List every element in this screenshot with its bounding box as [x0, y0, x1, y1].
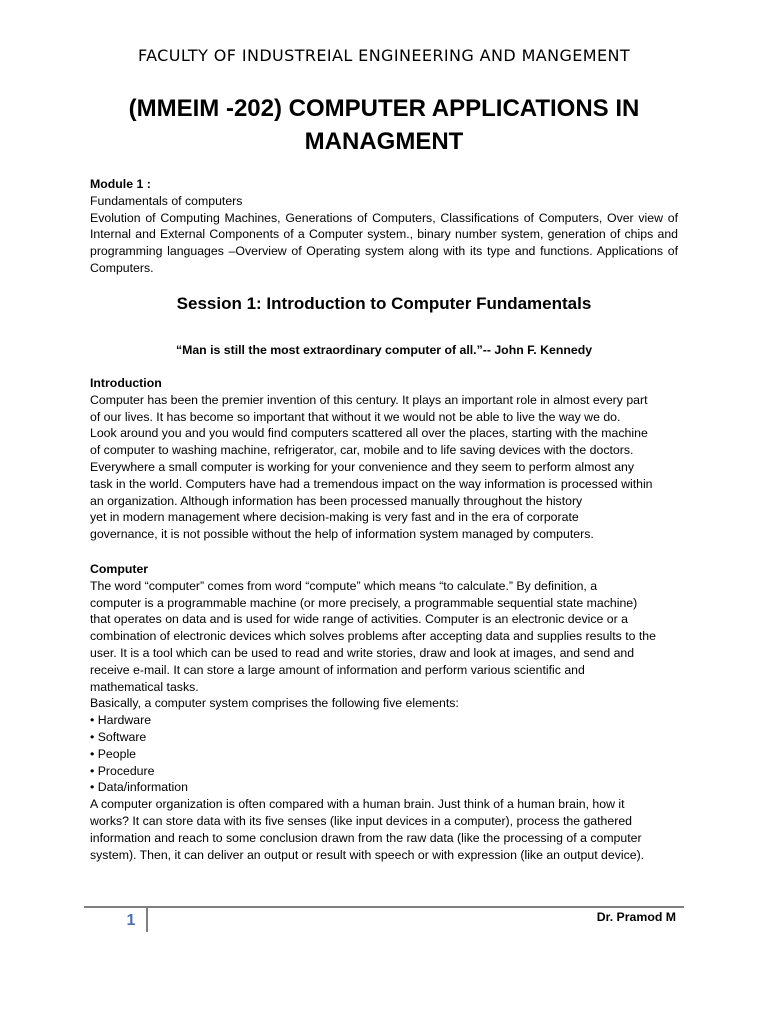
computer-section — [90, 561, 678, 863]
computer-line: Basically, a computer system comprises the following five elements: — [90, 696, 459, 711]
faculty-header: FACULTY OF INDUSTREIAL ENGINEERING AND MANGEMENT — [137, 46, 631, 65]
introduction-line: Look around you and you would find computers scattered all over the places, starting with the machine — [90, 426, 648, 441]
module-syllabus: Evolution of Computing Machines, Generations of Computers, Classifications of Computers, Over view of Internal and External Components of a Computer system., binary number system, generation of chips and programming languages –Overview of Operating system along with its type and functions. Applications of Computers. — [90, 210, 678, 275]
computer-closing — [90, 796, 678, 863]
list-item: • Hardware — [90, 713, 152, 728]
introduction-line: of our lives. It has become so important that without it we would not be able to live the way we do. — [90, 409, 621, 424]
introduction-line: governance, it is not possible without the help of information system managed by computers. — [90, 527, 594, 542]
closing-line: information and reach to some conclusion drawn from the raw data (like the processing of a computer — [90, 830, 642, 845]
closing-line: system). Then, it can deliver an output or result with speech or with expression (like an output device). — [90, 847, 645, 862]
list-item: • Procedure — [90, 763, 155, 778]
kennedy-quote: “Man is still the most extraordinary computer of all.”-- John F. Kennedy — [175, 343, 593, 357]
computer-line: receive e-mail. It can store a large amount of information and perform various scientific and — [90, 662, 585, 677]
computer-line: The word “computer” comes from word “compute” which means “to calculate.” By definition, a — [90, 578, 598, 593]
introduction-line: Everywhere a small computer is working for your convenience and they seem to perform almost any — [90, 459, 635, 474]
introduction-heading: Introduction — [90, 376, 162, 390]
module-subtitle: Fundamentals of computers — [90, 193, 243, 208]
footer-divider — [84, 906, 684, 908]
session-title: Session 1: Introduction to Computer Fundamentals — [176, 294, 592, 313]
computer-line: mathematical tasks. — [90, 679, 199, 694]
list-item: • Data/information — [90, 780, 188, 795]
closing-line: A computer organization is often compared with a human brain. Just think of a human brain, how it — [90, 797, 625, 812]
module-section — [90, 176, 678, 277]
computer-body — [90, 578, 678, 712]
page-number: 1 — [126, 912, 136, 929]
introduction-section — [90, 375, 678, 543]
introduction-line: of computer to washing machine, refrigerator, car, mobile and to life saving devices with the doctors. — [90, 443, 634, 458]
course-title-line-1: (MMEIM -202) COMPUTER APPLICATIONS IN — [128, 95, 640, 122]
introduction-line: Computer has been the premier invention of this century. It plays an important role in almost every part — [90, 392, 648, 407]
list-item: • Software — [90, 729, 147, 744]
introduction-line: an organization. Although information has been processed manually throughout the history — [90, 493, 583, 508]
computer-line: user. It is a tool which can be used to read and write stories, draw and look at images, and send and — [90, 645, 635, 660]
introduction-line: yet in modern management where decision-making is very fast and in the era of corporate — [90, 510, 579, 525]
closing-line: works? It can store data with its five senses (like input devices in a computer), process the gathered — [90, 813, 633, 828]
course-title — [60, 92, 708, 158]
course-title-line-2: MANAGMENT — [304, 128, 464, 155]
list-item: • People — [90, 746, 137, 761]
computer-elements-list — [90, 712, 678, 796]
introduction-line: task in the world. Computers have had a tremendous impact on the way information is processed within — [90, 476, 653, 491]
computer-line: computer is a programmable machine (or more precisely, a programmable sequential state machine) — [90, 595, 638, 610]
footer-page-separator — [146, 908, 148, 932]
computer-heading: Computer — [90, 562, 149, 576]
introduction-body — [90, 392, 678, 543]
computer-line: that operates on data and is used for wide range of activities. Computer is an electronic device or a — [90, 612, 628, 627]
computer-line: combination of electronic devices which solves problems after accepting data and supplies results to the — [90, 629, 656, 644]
module-heading: Module 1 : — [90, 177, 151, 191]
author-name: Dr. Pramod M — [596, 910, 676, 924]
